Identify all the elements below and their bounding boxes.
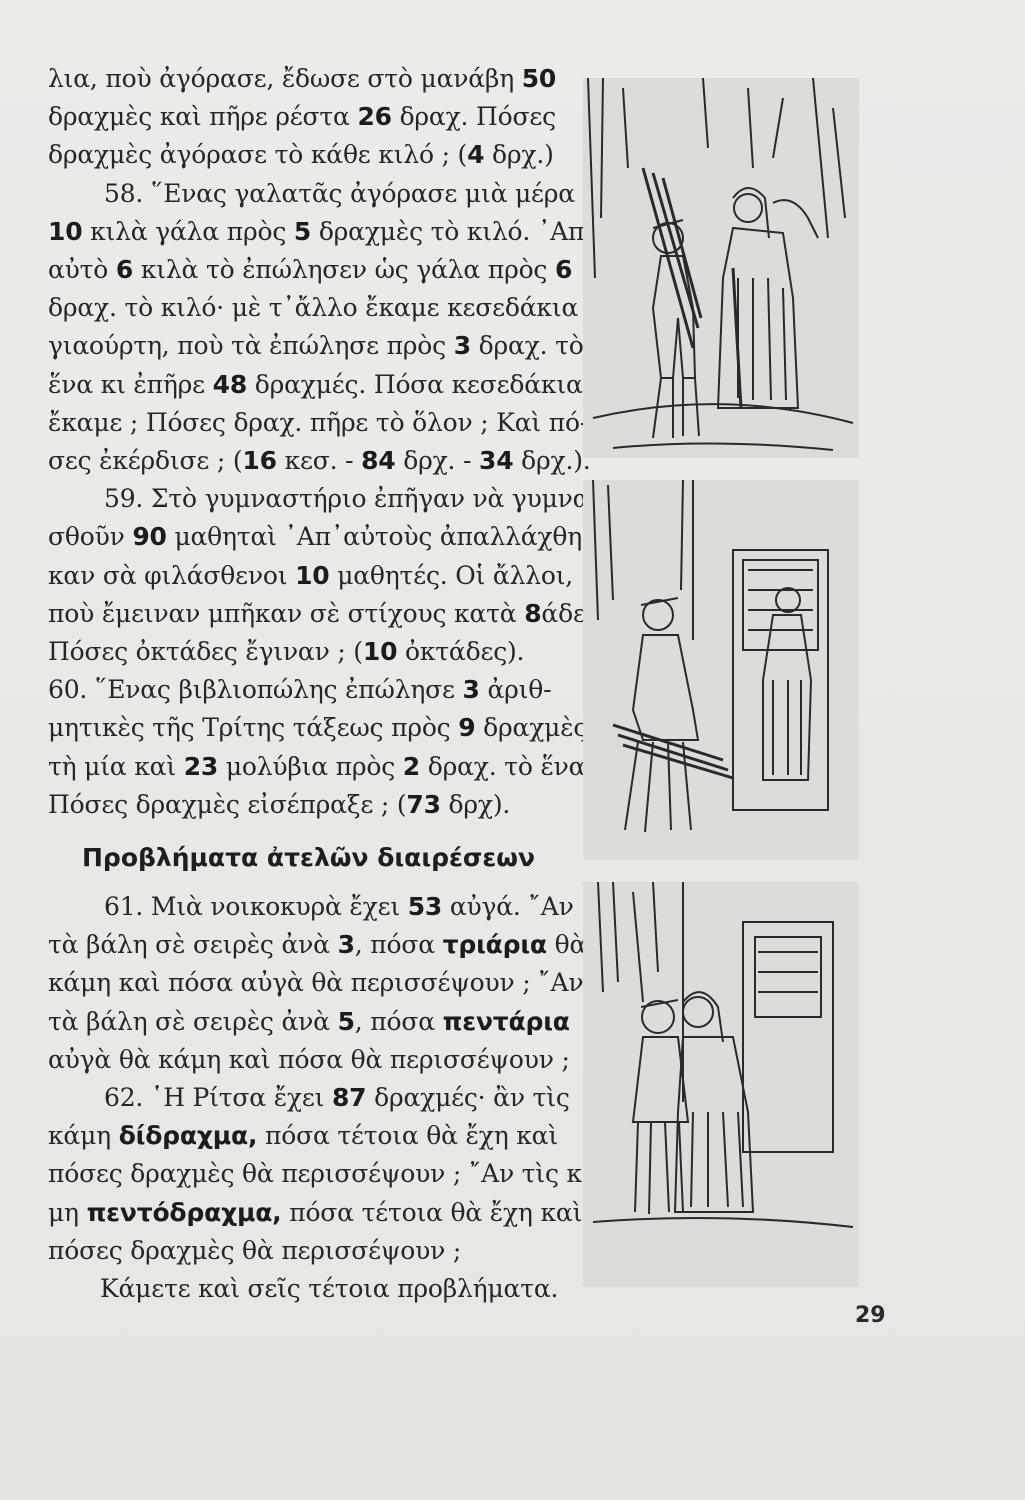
text-segment: μη bbox=[48, 1197, 87, 1227]
section-heading: Προβλήματα ἀτελῶν διαιρέσεων bbox=[82, 843, 536, 873]
bold-number: τριάρια bbox=[442, 930, 547, 960]
text-segment: μαθητές. Οἱ ἄλλοι, bbox=[329, 560, 574, 590]
text-line bbox=[48, 136, 578, 174]
text-segment: δρχ. - bbox=[395, 446, 480, 476]
text-segment: κιλὰ τὸ ἐπώλησεν ὡς γάλα πρὸς bbox=[133, 255, 555, 285]
text-segment: τὰ βάλη σὲ σειρὲς ἀνὰ bbox=[48, 1006, 338, 1036]
text-segment: ἀριθ- bbox=[479, 675, 552, 705]
text-line bbox=[48, 289, 578, 327]
bold-number: 5 bbox=[337, 1006, 355, 1036]
text-segment: αὐγά. ῎Αν bbox=[442, 892, 574, 922]
text-line bbox=[48, 671, 578, 709]
text-segment: μαθηταὶ ᾽Απ᾽αὐτοὺς ἀπαλλάχθη- bbox=[166, 522, 591, 552]
text-line bbox=[48, 404, 589, 442]
text-segment: 59. Στὸ γυμναστήριο ἐπῆγαν νὰ γυμνα- bbox=[104, 484, 598, 514]
text-segment: 60. ῞Ενας βιβλιοπώλης ἐπώλησε bbox=[48, 675, 463, 705]
text-line bbox=[48, 480, 598, 518]
text-segment: Πόσες ὀκτάδες ἔγιναν ; ( bbox=[48, 637, 363, 667]
illustration-boy-with-firewood-and-old-woman bbox=[583, 78, 859, 458]
bold-number: 6 bbox=[554, 255, 573, 285]
text-segment: δραχ. τὸ ἕνα. bbox=[420, 751, 594, 781]
text-segment: σθοῦν bbox=[48, 522, 133, 552]
paragraphs-bottom bbox=[48, 888, 607, 1270]
text-segment: δραχμὲς τὸ κιλό. ᾽Απ᾽ bbox=[311, 216, 597, 246]
bold-number: 3 bbox=[337, 930, 355, 960]
bold-number: 16 bbox=[242, 446, 277, 476]
text-segment: αὐγὰ θὰ κάμη καὶ πόσα θὰ περισσέψουν ; bbox=[48, 1044, 570, 1074]
text-line bbox=[48, 709, 588, 747]
text-segment: δρχ.) bbox=[484, 140, 554, 170]
bold-number: 26 bbox=[357, 102, 392, 132]
text-segment: 58. ῞Ενας γαλατᾶς ἀγόρασε μιὰ μέρα bbox=[104, 178, 575, 208]
text-segment: πόσα τέτοια θὰ ἔχη καὶ bbox=[257, 1121, 558, 1151]
paragraphs-top bbox=[48, 60, 608, 824]
closing-line: Κάμετε καὶ σεῖς τέτοια προβλήματα. bbox=[100, 1274, 559, 1304]
text-segment: πόσα τέτοια θὰ ἔχη καὶ bbox=[281, 1197, 583, 1227]
text-segment: καν σὰ φιλάσθενοι bbox=[48, 560, 296, 590]
text-segment: κάμη bbox=[48, 1121, 119, 1151]
text-segment: κεσ. - bbox=[276, 446, 362, 476]
text-line bbox=[48, 518, 591, 556]
text-line bbox=[48, 1041, 578, 1079]
text-line bbox=[48, 1194, 583, 1232]
bold-number: πεντόδραχμα, bbox=[86, 1197, 282, 1227]
text-segment: Πόσες δραχμὲς εἰσέπραξε ; ( bbox=[48, 789, 407, 819]
text-line bbox=[48, 327, 584, 365]
text-line bbox=[48, 1003, 578, 1041]
text-segment: δραχ. τὸ bbox=[470, 331, 584, 361]
text-segment: δραχ. Πόσες bbox=[391, 102, 556, 132]
bold-number: 5 bbox=[293, 216, 312, 246]
text-line bbox=[48, 786, 578, 824]
text-line bbox=[48, 926, 587, 964]
text-segment: δρχ.). bbox=[513, 446, 591, 476]
text-segment: σες ἐκέρδισε ; ( bbox=[48, 446, 243, 476]
text-segment: ἔκαμε ; Πόσες δραχ. πῆρε τὸ ὅλον ; Καὶ πό- bbox=[48, 407, 589, 437]
text-segment: λια, ποὺ ἀγόρασε, ἔδωσε στὸ μανάβη bbox=[48, 64, 522, 93]
text-segment: ὀκτάδες). bbox=[397, 637, 525, 667]
text-line bbox=[48, 442, 591, 480]
text-line bbox=[48, 888, 578, 926]
bold-number: 3 bbox=[462, 675, 480, 705]
text-segment: δραχμές. Πόσα κεσεδάκια bbox=[247, 369, 583, 399]
text-segment: τὴ μία καὶ bbox=[48, 751, 184, 781]
text-segment: αὐτὸ bbox=[48, 255, 116, 285]
text-segment: κάμη καὶ πόσα αὐγὰ θὰ περισσέψουν ; ῎Αν bbox=[48, 968, 584, 998]
text-segment: κιλὰ γάλα πρὸς bbox=[82, 216, 294, 246]
text-segment: δρχ). bbox=[440, 789, 511, 819]
bold-number: 90 bbox=[132, 522, 167, 552]
text-segment: τὰ βάλη σὲ σειρὲς ἀνὰ bbox=[48, 930, 338, 960]
text-segment: δραχμές· ἂν τὶς bbox=[366, 1083, 570, 1113]
bold-number: πεντάρια bbox=[442, 1006, 570, 1036]
bold-number: 73 bbox=[406, 789, 441, 819]
bold-number: 87 bbox=[331, 1083, 367, 1113]
text-segment: δραχμὲς bbox=[475, 713, 588, 743]
bold-number: 10 bbox=[295, 560, 330, 590]
illustration-boy-carrying-firewood-at-door bbox=[583, 480, 859, 860]
text-segment: θὰ bbox=[546, 930, 587, 960]
text-segment: πόσες δραχμὲς θὰ περισσέψουν ; bbox=[48, 1235, 462, 1265]
text-line bbox=[48, 98, 578, 136]
text-line bbox=[48, 964, 584, 1002]
bold-number: 6 bbox=[115, 255, 134, 285]
text-segment: 61. Μιὰ νοικοκυρὰ ἔχει bbox=[104, 892, 408, 922]
text-line bbox=[48, 213, 597, 251]
text-line bbox=[48, 251, 578, 289]
text-line bbox=[48, 748, 594, 786]
text-segment: 62. ῾Η Ρίτσα ἔχει bbox=[104, 1083, 332, 1113]
bold-number: 3 bbox=[453, 331, 471, 361]
text-line bbox=[48, 557, 578, 595]
bold-number: 50 bbox=[521, 64, 557, 93]
bold-number: 23 bbox=[183, 751, 219, 781]
text-line bbox=[48, 595, 608, 633]
bold-number: 2 bbox=[402, 751, 420, 781]
text-segment: μολύβια πρὸς bbox=[218, 751, 403, 781]
bold-number: 84 bbox=[361, 446, 396, 476]
bold-number: δίδραχμα, bbox=[118, 1121, 258, 1151]
text-line bbox=[48, 633, 578, 671]
text-segment: μητικὲς τῆς Τρίτης τάξεως πρὸς bbox=[48, 713, 459, 743]
illustration-boy-and-old-woman-embracing bbox=[583, 882, 859, 1287]
bold-number: 8 bbox=[524, 598, 542, 628]
text-line bbox=[48, 366, 583, 404]
bold-number: 10 bbox=[48, 216, 83, 246]
page-number: 29 bbox=[855, 1303, 886, 1328]
bold-number: 4 bbox=[467, 140, 485, 170]
bold-number: 48 bbox=[212, 369, 248, 399]
text-line bbox=[48, 1155, 607, 1193]
text-line bbox=[48, 1117, 578, 1155]
bold-number: 53 bbox=[407, 892, 443, 922]
text-segment: ἕνα κι ἐπῆρε bbox=[48, 369, 213, 399]
text-segment: δραχ. τὸ κιλό· μὲ τ᾽ἄλλο ἔκαμε κεσεδάκια bbox=[48, 293, 579, 323]
bold-number: 34 bbox=[479, 446, 514, 476]
text-segment: δραχμὲς ἀγόρασε τὸ κάθε κιλό ; ( bbox=[48, 140, 468, 170]
text-segment: πόσες δραχμὲς θὰ περισσέψουν ; ῎Αν τὶς κά- bbox=[48, 1159, 607, 1189]
text-line bbox=[48, 175, 578, 213]
text-line bbox=[48, 60, 578, 98]
text-segment: , πόσα bbox=[354, 1006, 443, 1036]
text-segment: γιαούρτη, ποὺ τὰ ἐπώλησε πρὸς bbox=[48, 331, 454, 361]
bold-number: 9 bbox=[458, 713, 476, 743]
text-segment: δραχμὲς καὶ πῆρε ρέστα bbox=[48, 102, 358, 132]
bold-number: 10 bbox=[362, 637, 398, 667]
text-segment: , πόσα bbox=[354, 930, 443, 960]
text-column bbox=[48, 60, 608, 1308]
text-segment: άδες. bbox=[541, 598, 608, 628]
text-segment: ποὺ ἔμειναν μπῆκαν σὲ στίχους κατὰ bbox=[48, 598, 525, 628]
text-line bbox=[48, 1079, 578, 1117]
text-line bbox=[48, 1232, 578, 1270]
